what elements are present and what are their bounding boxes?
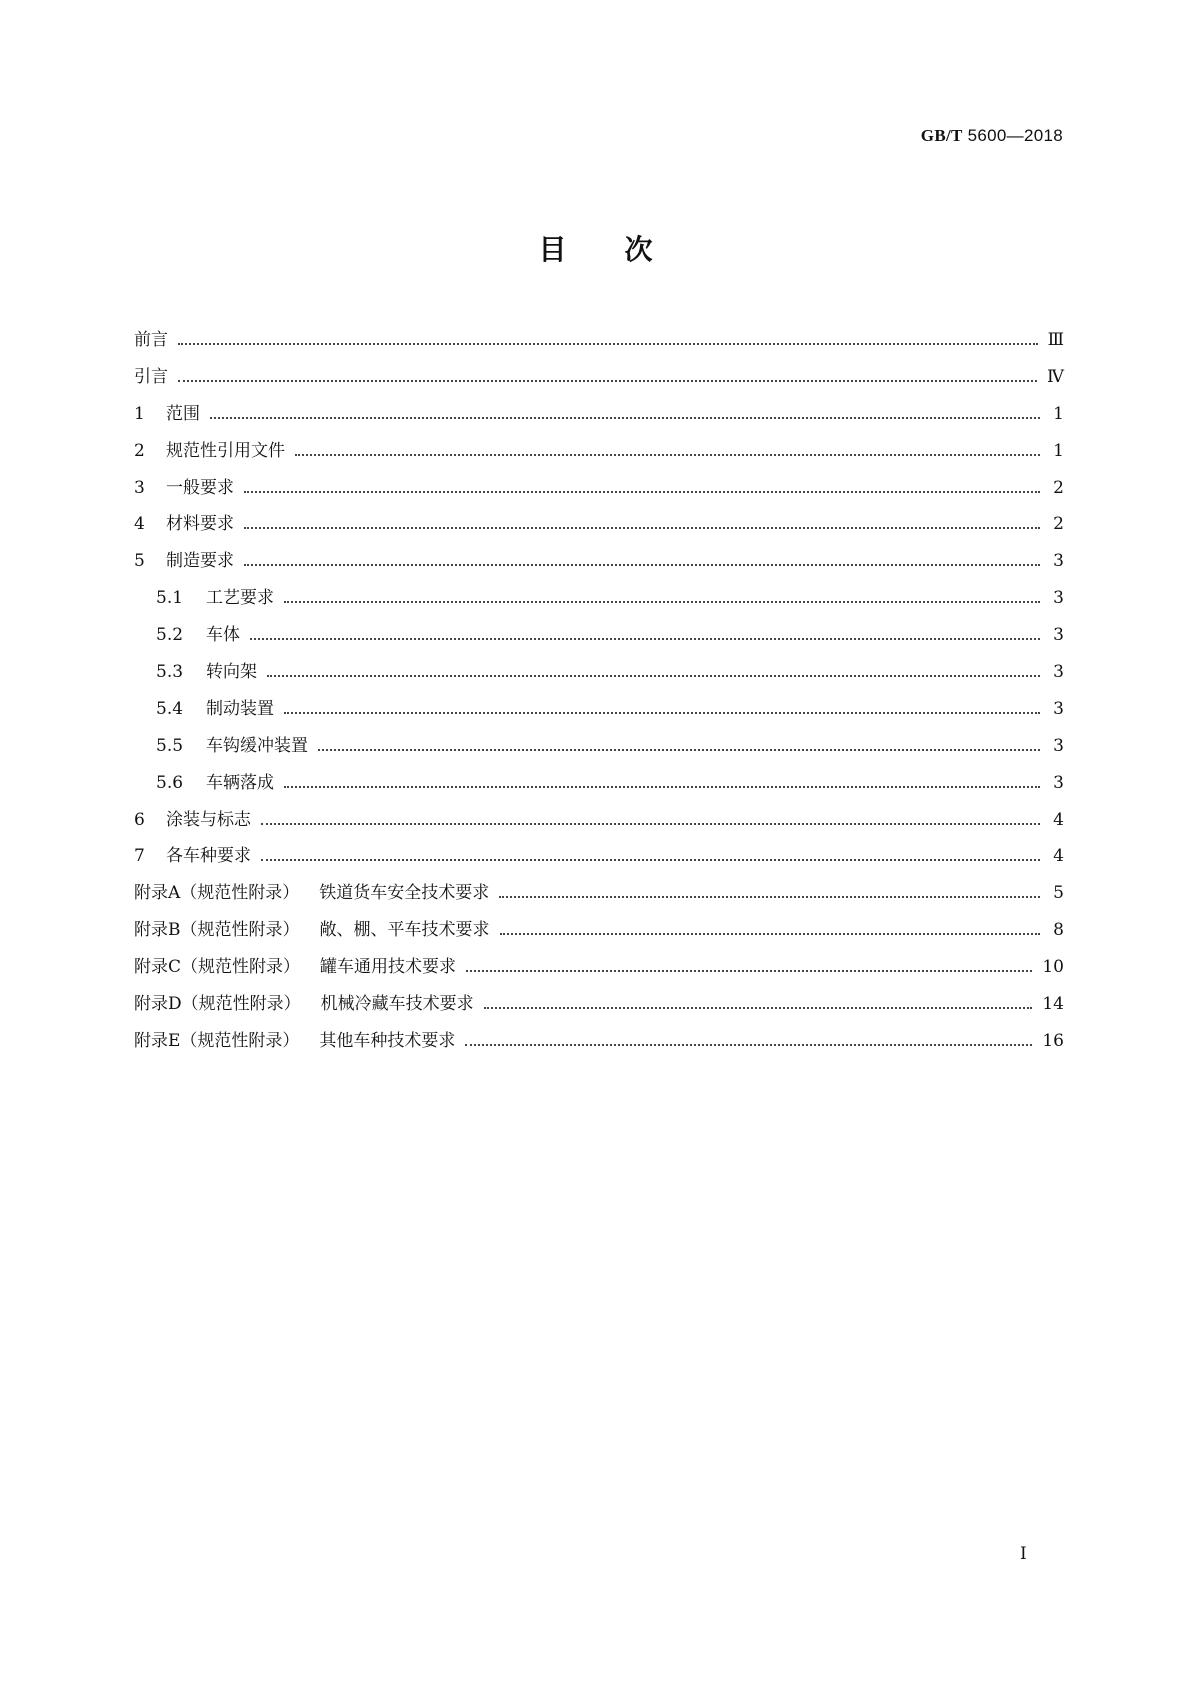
- toc-entry[interactable]: [134, 768, 1064, 805]
- toc-dot-leader: [484, 1007, 1033, 1009]
- toc-section-number: 6: [134, 809, 145, 830]
- toc-page-number: 2: [1053, 514, 1064, 535]
- toc-dot-leader: [178, 380, 1037, 382]
- toc-annex-prefix: 附录C（规范性附录）: [134, 957, 301, 978]
- standard-code: [921, 126, 1063, 146]
- toc-entry[interactable]: [134, 805, 1064, 842]
- toc-page-number: 5: [1053, 883, 1064, 904]
- toc-section-number: 7: [134, 846, 145, 867]
- toc-page-number: 3: [1053, 551, 1064, 572]
- toc-page-number: Ⅲ: [1047, 330, 1064, 350]
- toc-page-number: 4: [1053, 846, 1064, 867]
- toc-annex-prefix: 附录B（规范性附录）: [134, 920, 300, 941]
- toc-page-number: 1: [1053, 403, 1064, 424]
- toc-page-number: 3: [1053, 698, 1064, 719]
- toc-section-number: 4: [134, 514, 145, 535]
- toc-entry[interactable]: [134, 952, 1064, 989]
- toc-entry-title: 材料要求: [166, 514, 234, 535]
- toc-page-number: 2: [1053, 477, 1064, 498]
- toc-page-number: 3: [1053, 625, 1064, 646]
- toc-entry-title: 铁道货车安全技术要求: [319, 883, 490, 904]
- toc-dot-leader: [318, 749, 1040, 751]
- toc-entry[interactable]: [134, 362, 1064, 399]
- toc-entry-title: 范围: [166, 403, 200, 424]
- toc-section-number: 5.4: [156, 698, 184, 719]
- toc-page-number: 1: [1053, 440, 1064, 461]
- toc-dot-leader: [284, 712, 1040, 714]
- toc-entry-title: 各车种要求: [166, 846, 251, 867]
- page-number: I: [1020, 1544, 1027, 1564]
- toc-section-number: 5.2: [156, 625, 184, 646]
- toc-entry[interactable]: [134, 436, 1064, 473]
- standard-prefix: GB/T: [920, 126, 963, 145]
- toc-page-number: 3: [1053, 772, 1064, 793]
- toc-annex-prefix: 附录E（规范性附录）: [134, 1030, 300, 1051]
- toc-entry[interactable]: [134, 694, 1064, 731]
- toc-dot-leader: [267, 675, 1040, 677]
- toc-dot-leader: [244, 491, 1040, 493]
- toc-entry-title: 转向架: [206, 662, 257, 683]
- toc-entry-title: 规范性引用文件: [166, 440, 285, 461]
- toc-page-number: Ⅳ: [1047, 366, 1064, 387]
- toc-dot-leader: [284, 786, 1040, 788]
- toc-entry[interactable]: [134, 1026, 1064, 1063]
- toc-dot-leader: [261, 823, 1040, 825]
- toc-entry-title: 制造要求: [166, 551, 234, 572]
- toc-section-number: 5: [134, 551, 145, 572]
- toc-entry-title: 引言: [134, 366, 168, 387]
- toc-entry[interactable]: [134, 841, 1064, 878]
- toc-entry[interactable]: [134, 878, 1064, 915]
- toc-page-number: 10: [1042, 957, 1064, 978]
- toc-entry[interactable]: [134, 399, 1064, 436]
- toc-section-number: 5.5: [156, 735, 184, 756]
- toc-dot-leader: [499, 896, 1040, 898]
- table-of-contents: [134, 325, 1064, 1063]
- toc-entry-title: 其他车种技术要求: [319, 1030, 456, 1051]
- toc-dot-leader: [465, 1044, 1032, 1046]
- toc-page-number: 3: [1053, 735, 1064, 756]
- toc-dot-leader: [500, 933, 1041, 935]
- toc-entry[interactable]: [134, 473, 1064, 510]
- toc-annex-prefix: 附录D（规范性附录）: [134, 994, 301, 1015]
- toc-entry-title: 机械冷藏车技术要求: [320, 994, 474, 1015]
- toc-entry-title: 罐车通用技术要求: [320, 957, 457, 978]
- toc-page-number: 4: [1053, 809, 1064, 830]
- toc-page-number: 3: [1053, 588, 1064, 609]
- toc-page-number: 3: [1053, 662, 1064, 683]
- toc-dot-leader: [295, 454, 1040, 456]
- standard-number: 5600—2018: [967, 126, 1063, 145]
- toc-entry[interactable]: [134, 915, 1064, 952]
- toc-entry[interactable]: [134, 325, 1064, 362]
- toc-dot-leader: [210, 417, 1040, 419]
- toc-page-number: 16: [1042, 1030, 1064, 1051]
- toc-section-number: 5.3: [156, 662, 184, 683]
- toc-entry[interactable]: [134, 731, 1064, 768]
- toc-entry-title: 车钩缓冲装置: [206, 735, 308, 756]
- toc-entry-title: 工艺要求: [206, 588, 274, 609]
- toc-entry[interactable]: [134, 546, 1064, 583]
- toc-entry[interactable]: [134, 509, 1064, 546]
- toc-annex-prefix: 附录A（规范性附录）: [134, 883, 300, 904]
- toc-entry-title: 前言: [134, 330, 168, 350]
- toc-section-number: 5.1: [156, 588, 184, 609]
- toc-page-number: 8: [1053, 920, 1064, 941]
- toc-entry[interactable]: [134, 583, 1064, 620]
- toc-dot-leader: [244, 527, 1040, 529]
- toc-entry-title: 涂装与标志: [166, 809, 251, 830]
- toc-dot-leader: [284, 601, 1040, 603]
- toc-section-number: 5.6: [156, 772, 184, 793]
- toc-entry-title: 敞、棚、平车技术要求: [319, 920, 490, 941]
- toc-dot-leader: [250, 638, 1040, 640]
- toc-entry[interactable]: [134, 620, 1064, 657]
- toc-section-number: 3: [134, 477, 145, 498]
- toc-section-number: 1: [134, 403, 145, 424]
- toc-page-number: 14: [1042, 994, 1064, 1015]
- toc-dot-leader: [178, 343, 1038, 345]
- page-title: 目次: [538, 233, 711, 266]
- toc-entry-title: 制动装置: [206, 698, 274, 719]
- toc-entry-title: 一般要求: [166, 477, 234, 498]
- toc-entry[interactable]: [134, 657, 1064, 694]
- toc-entry-title: 车辆落成: [206, 772, 274, 793]
- toc-section-number: 2: [134, 440, 145, 461]
- toc-entry-title: 车体: [206, 625, 240, 646]
- toc-entry[interactable]: [134, 989, 1064, 1026]
- toc-dot-leader: [261, 859, 1040, 861]
- toc-dot-leader: [244, 564, 1040, 566]
- toc-dot-leader: [466, 970, 1032, 972]
